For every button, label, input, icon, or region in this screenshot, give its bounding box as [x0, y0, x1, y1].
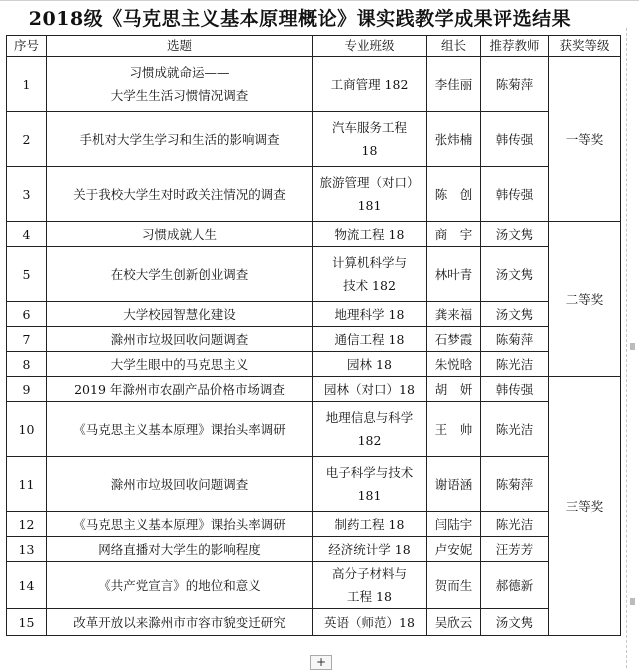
cell-class-line: 181 — [357, 488, 382, 503]
cell-award: 一等奖 — [549, 57, 621, 222]
cell-no: 9 — [7, 377, 47, 402]
cell-topic-line: 《马克思主义基本原理》课抬头率调研 — [73, 421, 286, 437]
cell-leader: 商 宇 — [427, 222, 481, 247]
cell-topic — [47, 562, 313, 609]
table-row — [7, 327, 621, 352]
cell-teacher: 汪芳芳 — [481, 537, 549, 562]
header-row — [7, 36, 621, 57]
cell-teacher: 陈光洁 — [481, 512, 549, 537]
cell-teacher: 汤文隽 — [481, 222, 549, 247]
cell-topic — [47, 57, 313, 112]
cell-class — [313, 377, 427, 402]
cell-topic — [47, 112, 313, 167]
cell-teacher: 陈光洁 — [481, 352, 549, 377]
table-row — [7, 512, 621, 537]
cell-class — [313, 457, 427, 512]
table-row — [7, 57, 621, 112]
margin-marker — [630, 343, 635, 350]
table-row — [7, 167, 621, 222]
cell-topic — [47, 457, 313, 512]
table-row — [7, 377, 621, 402]
cell-teacher: 陈菊萍 — [481, 457, 549, 512]
table-row — [7, 352, 621, 377]
cell-topic-line: 手机对大学生学习和生活的影响调查 — [79, 131, 280, 147]
cell-teacher: 陈光洁 — [481, 402, 549, 457]
cell-no: 12 — [7, 512, 47, 537]
cell-teacher: 汤文隽 — [481, 302, 549, 327]
cell-award: 二等奖 — [549, 222, 621, 377]
table-row — [7, 112, 621, 167]
cell-class — [313, 562, 427, 609]
cell-class — [313, 327, 427, 352]
header-teacher: 推荐教师 — [481, 36, 549, 57]
cell-topic-line: 滁州市垃圾回收问题调查 — [110, 476, 249, 492]
cell-award: 三等奖 — [549, 377, 621, 636]
header-no: 序号 — [7, 36, 47, 57]
cell-no: 14 — [7, 562, 47, 609]
cell-topic — [47, 302, 313, 327]
cell-class-line: 地理信息与科学 — [325, 410, 414, 425]
table-row — [7, 562, 621, 609]
cell-no: 2 — [7, 112, 47, 167]
results-table — [6, 35, 621, 636]
cell-leader: 林叶青 — [427, 247, 481, 302]
margin-marker — [630, 598, 635, 605]
cell-topic-line: 关于我校大学生对时政关注情况的调查 — [73, 186, 286, 202]
add-button[interactable]: + — [310, 655, 332, 670]
cell-class-line: 工程 18 — [347, 589, 392, 604]
table-row — [7, 247, 621, 302]
cell-topic-line: 习惯成就命运—— — [129, 65, 230, 80]
cell-class-line: 计算机科学与 — [331, 255, 407, 270]
cell-class-line: 汽车服务工程 — [331, 120, 407, 135]
cell-no: 8 — [7, 352, 47, 377]
cell-class-line: 通信工程 18 — [334, 331, 405, 347]
header-topic: 选题 — [47, 36, 313, 57]
cell-class-line: 英语（师范）18 — [324, 614, 415, 630]
table-row — [7, 302, 621, 327]
cell-class-line: 物流工程 18 — [334, 226, 405, 242]
cell-no: 10 — [7, 402, 47, 457]
cell-class-line: 制药工程 18 — [334, 516, 405, 532]
cell-no: 6 — [7, 302, 47, 327]
cell-no: 3 — [7, 167, 47, 222]
cell-class — [313, 609, 427, 636]
cell-class — [313, 512, 427, 537]
cell-teacher: 陈菊萍 — [481, 57, 549, 112]
cell-teacher: 韩传强 — [481, 377, 549, 402]
cell-leader: 谢语涵 — [427, 457, 481, 512]
cell-teacher: 陈菊萍 — [481, 327, 549, 352]
table-row — [7, 457, 621, 512]
cell-teacher: 郝德新 — [481, 562, 549, 609]
header-class: 专业班级 — [313, 36, 427, 57]
document-title: 2018级《马克思主义基本原理概论》课实践教学成果评选结果 — [28, 8, 572, 30]
cell-topic-line: 在校大学生创新创业调查 — [110, 266, 249, 282]
cell-topic — [47, 512, 313, 537]
table-row — [7, 222, 621, 247]
cell-leader: 张炜楠 — [427, 112, 481, 167]
cell-class-line: 旅游管理（对口） — [319, 175, 420, 190]
cell-topic-line: 2019 年滁州市农副产品价格市场调查 — [74, 381, 285, 397]
cell-class — [313, 222, 427, 247]
cell-topic-line: 习惯成就人生 — [141, 226, 217, 242]
cell-class — [313, 57, 427, 112]
cell-topic — [47, 402, 313, 457]
header-leader: 组长 — [427, 36, 481, 57]
cell-no: 13 — [7, 537, 47, 562]
cell-topic-line: 《马克思主义基本原理》课抬头率调研 — [73, 516, 286, 532]
cell-class — [313, 537, 427, 562]
cell-class-line: 182 — [357, 433, 382, 448]
cell-class — [313, 112, 427, 167]
top-border — [0, 0, 639, 1]
cell-teacher: 韩传强 — [481, 112, 549, 167]
cell-topic-line: 《共产党宣言》的地位和意义 — [98, 577, 261, 593]
cell-no: 15 — [7, 609, 47, 636]
cell-topic — [47, 167, 313, 222]
cell-class — [313, 302, 427, 327]
table-row — [7, 402, 621, 457]
cell-leader: 李佳丽 — [427, 57, 481, 112]
header-award: 获奖等级 — [549, 36, 621, 57]
cell-class-line: 工商管理 182 — [330, 76, 409, 92]
cell-no: 7 — [7, 327, 47, 352]
cell-leader: 石梦霞 — [427, 327, 481, 352]
cell-leader: 吴欣云 — [427, 609, 481, 636]
cell-no: 5 — [7, 247, 47, 302]
cell-topic-line: 滁州市垃圾回收问题调查 — [110, 331, 249, 347]
cell-topic — [47, 247, 313, 302]
cell-topic — [47, 327, 313, 352]
cell-topic — [47, 352, 313, 377]
cell-leader: 闫陆宇 — [427, 512, 481, 537]
cell-leader: 贺而生 — [427, 562, 481, 609]
cell-teacher: 韩传强 — [481, 167, 549, 222]
cell-class-line: 园林 18 — [347, 356, 392, 372]
cell-class-line: 经济统计学 18 — [328, 541, 411, 557]
cell-leader: 王 帅 — [427, 402, 481, 457]
cell-class-line: 园林（对口）18 — [324, 381, 415, 397]
cell-topic-line: 大学生生活习惯情况调查 — [110, 88, 249, 103]
cell-topic — [47, 377, 313, 402]
cell-class-line: 技术 182 — [343, 278, 396, 293]
cell-class — [313, 402, 427, 457]
cell-topic-line: 大学校园智慧化建设 — [123, 306, 236, 322]
cell-no: 4 — [7, 222, 47, 247]
cell-class-line: 地理科学 18 — [334, 306, 405, 322]
cell-leader: 卢安妮 — [427, 537, 481, 562]
cell-class — [313, 167, 427, 222]
cell-class-line: 高分子材料与 — [331, 566, 407, 581]
cell-topic — [47, 222, 313, 247]
cell-class — [313, 247, 427, 302]
cell-class — [313, 352, 427, 377]
table-row — [7, 609, 621, 636]
cell-topic — [47, 537, 313, 562]
cell-teacher: 汤文隽 — [481, 247, 549, 302]
cell-topic-line: 改革开放以来滁州市市容市貌变迁研究 — [73, 614, 286, 630]
cell-topic-line: 大学生眼中的马克思主义 — [110, 356, 249, 372]
cell-no: 1 — [7, 57, 47, 112]
cell-leader: 陈 创 — [427, 167, 481, 222]
cell-teacher: 汤文隽 — [481, 609, 549, 636]
cell-topic-line: 网络直播对大学生的影响程度 — [98, 541, 261, 557]
cell-topic — [47, 609, 313, 636]
cell-leader: 朱悦晗 — [427, 352, 481, 377]
table-row — [7, 537, 621, 562]
cell-leader: 龚来福 — [427, 302, 481, 327]
cell-leader: 胡 妍 — [427, 377, 481, 402]
cell-class-line: 181 — [357, 198, 382, 213]
cell-class-line: 电子科学与技术 — [325, 465, 414, 480]
cell-no: 11 — [7, 457, 47, 512]
cell-class-line: 18 — [361, 143, 378, 158]
page-gridline — [626, 28, 627, 668]
